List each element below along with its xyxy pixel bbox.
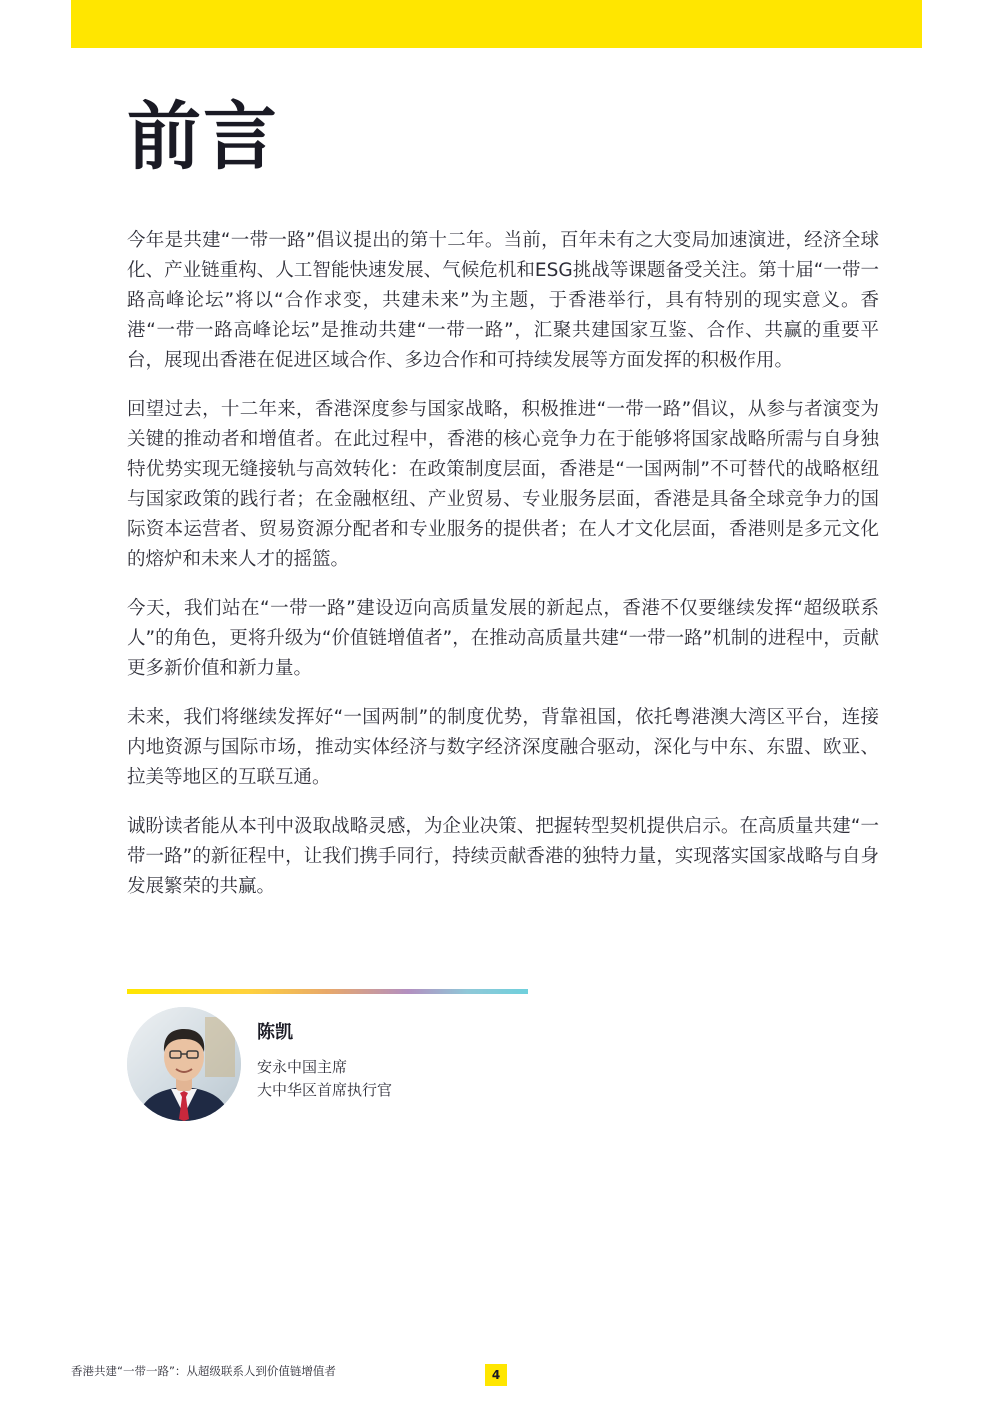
paragraph-2: 回望过去，十二年来，香港深度参与国家战略，积极推进“一带一路”倡议，从参与者演变为关键的推动者和增值者。在此过程中，香港的核心竞争力在于能够将国家战略所需与自身独特优势实现无缝接轨与高效转化：在政策制度层面，香港是“一国两制”不可替代的战略枢纽与国家政策的践行者；在金融枢纽、产业贸易、专业服务层面，香港是具备全球竞争力的国际资本运营者、贸易资源分配者和专业服务的提供者；在人才文化层面，香港则是多元文化的熔炉和未来人才的摇篮。 [127, 399, 879, 570]
top-accent-bar [71, 0, 922, 48]
author-portrait-icon [127, 1007, 241, 1121]
paragraph-3: 今天，我们站在“一带一路”建设迈向高质量发展的新起点，香港不仅要继续发挥“超级联系人”的角色，更将升级为“价值链增值者”，在推动高质量共建“一带一路”机制的进程中，贡献更多新价值和新力量。 [127, 598, 879, 679]
author-avatar [127, 1007, 241, 1121]
author-name: 陈凯 [257, 1022, 293, 1043]
body-text [127, 226, 879, 921]
page-title: 前言 [127, 94, 279, 180]
paragraph-1: 今年是共建“一带一路”倡议提出的第十二年。当前，百年未有之大变局加速演进，经济全球化、产业链重构、人工智能快速发展、气候危机和ESG挑战等课题备受关注。第十届“一带一路高峰论坛”将以“合作求变，共建未来”为主题，于香港举行，具有特别的现实意义。香港“一带一路高峰论坛”是推动共建“一带一路”，汇聚共建国家互鉴、合作、共赢的重要平台，展现出香港在促进区域合作、多边合作和可持续发展等方面发挥的积极作用。 [127, 230, 879, 371]
paragraph-4: 未来，我们将继续发挥好“一国两制”的制度优势，背靠祖国，依托粤港澳大湾区平台，连接内地资源与国际市场，推动实体经济与数字经济深度融合驱动，深化与中东、东盟、欧亚、拉美等地区的互联互通。 [127, 707, 879, 788]
paragraph-5: 诚盼读者能从本刊中汲取战略灵感，为企业决策、把握转型契机提供启示。在高质量共建“一带一路”的新征程中，让我们携手同行，持续贡献香港的独特力量，实现落实国家战略与自身发展繁荣的共赢。 [127, 816, 879, 897]
footer-publication-title: 香港共建“一带一路”：从超级联系人到价值链增值者 [71, 1364, 336, 1378]
page-number-badge: 4 [485, 1364, 507, 1386]
author-title-line-1: 安永中国主席 [257, 1058, 348, 1076]
gradient-divider [127, 989, 528, 994]
author-title-line-2: 大中华区首席执行官 [257, 1081, 393, 1099]
